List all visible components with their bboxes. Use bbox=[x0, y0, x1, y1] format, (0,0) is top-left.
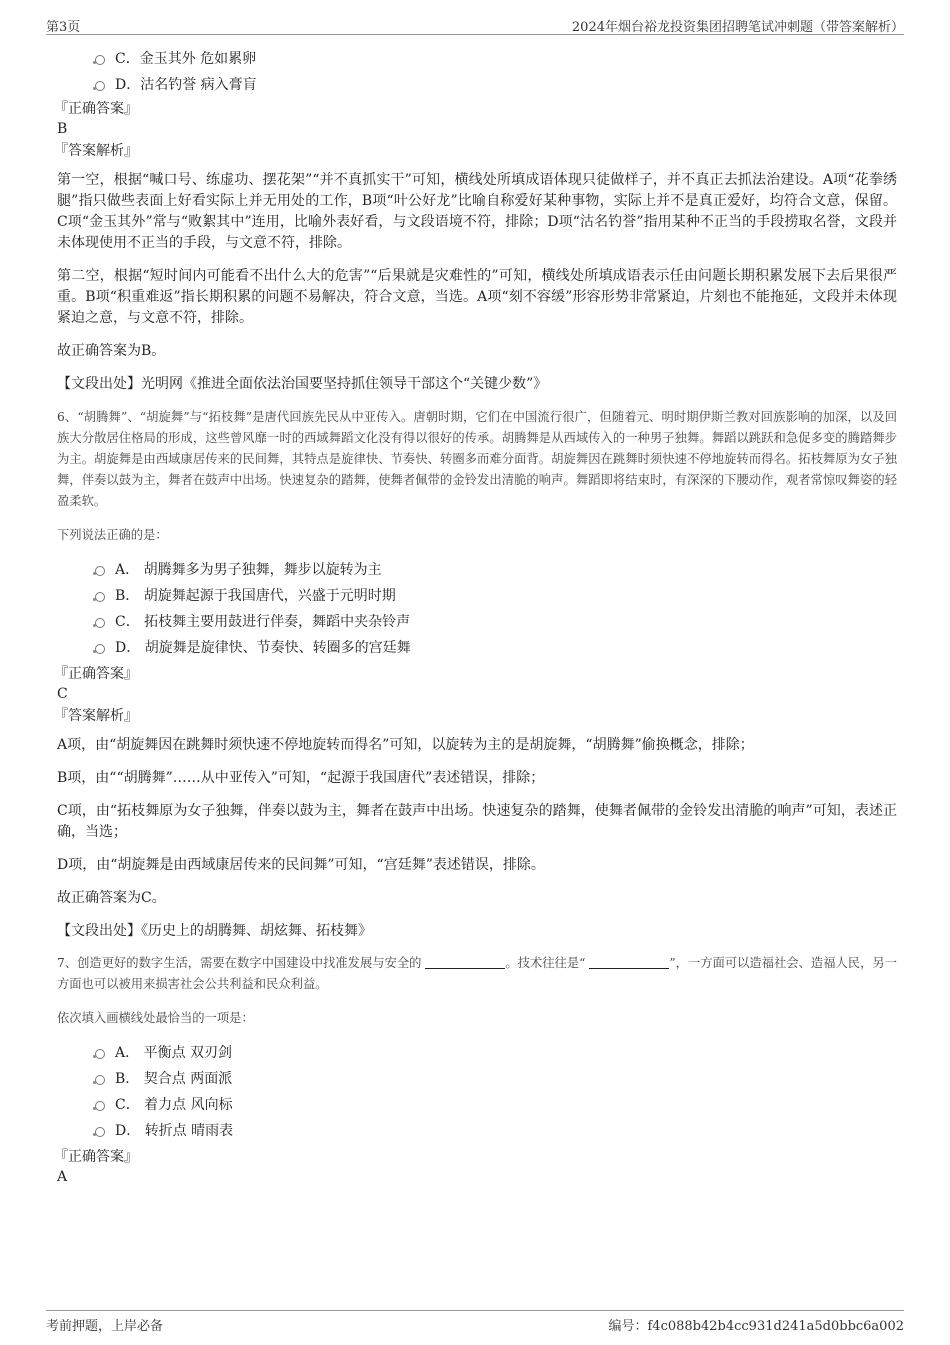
q6-analysis-d: D项，由“胡旋舞是由西域康居传来的民间舞”可知，“宫廷舞”表述错误，排除。 bbox=[57, 857, 545, 873]
q7-option-c[interactable]: C． 着力点 风向标 bbox=[57, 1092, 897, 1118]
q7-answer: A bbox=[57, 1169, 68, 1185]
q5-source: 【文段出处】光明网《推进全面依法治国要坚持抓住领导干部这个“关键少数”》 bbox=[57, 376, 548, 392]
q6-answer: C bbox=[57, 686, 68, 702]
q6-prompt: 下列说法正确的是： bbox=[57, 528, 168, 542]
document-body bbox=[54, 46, 897, 1190]
q7-option-a[interactable]: A． 平衡点 双刃剑 bbox=[57, 1040, 897, 1066]
q7-option-b[interactable]: B． 契合点 两面派 bbox=[57, 1066, 897, 1092]
q6-stem: 6、“胡腾舞”、“胡旋舞”与“拓枝舞”是唐代回族先民从中亚传入。唐朝时期，它们在中国流行很广，但随着元、明时期伊斯兰教对回族影响的加深，以及回族大分散居住格局的形成，这些曾风靡一时的西域舞蹈文化没有得以很好的传承。胡腾舞是从西域传入的一种男子独舞。舞蹈以跳跃和急促多变的腾踏舞步为主。胡旋舞是由西域康居传来的民间舞，其特点是旋律快、节奏快、转圈多而难分面背。胡旋舞因在跳舞时须快速不停地旋转而得名。拓枝舞原为女子独舞，伴奏以鼓为主，舞者在鼓声中出场。快速复杂的踏舞，使舞者佩带的金铃发出清脆的响声。舞蹈即将结束时，有深深的下腰动作，观者常惊叹舞姿的轻盈柔软。 bbox=[57, 410, 897, 508]
document-title: 2024年烟台裕龙投资集团招聘笔试冲刺题（带答案解析） bbox=[571, 20, 904, 35]
q5-answer: B bbox=[57, 121, 68, 137]
radio-icon[interactable] bbox=[95, 618, 105, 628]
blank-2 bbox=[589, 954, 669, 969]
q6-analysis-b: B项，由““胡腾舞”……从中亚传入”可知，“起源于我国唐代”表述错误，排除； bbox=[57, 770, 545, 786]
page-footer bbox=[46, 1310, 904, 1335]
q5-options bbox=[57, 46, 897, 98]
q5-analysis-label: 『答案解析』 bbox=[54, 143, 138, 159]
q6-analysis-label: 『答案解析』 bbox=[54, 708, 138, 724]
q6-source: 【文段出处】《历史上的胡腾舞、胡炫舞、拓枝舞》 bbox=[57, 923, 372, 939]
q6-option-c[interactable]: C． 拓枝舞主要用鼓进行伴奏，舞蹈中夹杂铃声 bbox=[57, 609, 897, 635]
radio-icon[interactable] bbox=[95, 1049, 105, 1059]
q7-prompt: 依次填入画横线处最恰当的一项是： bbox=[57, 1011, 254, 1025]
q6-options bbox=[57, 557, 897, 661]
document-id: 编号：f4c088b42b4cc931d241a5d0bbc6a002 bbox=[608, 1319, 904, 1334]
q5-option-c[interactable]: C．金玉其外 危如累卵 bbox=[57, 46, 897, 72]
radio-icon[interactable] bbox=[95, 592, 105, 602]
q5-option-d[interactable]: D．沽名钓誉 病入膏肓 bbox=[57, 72, 897, 98]
q5-conclusion: 故正确答案为B。 bbox=[57, 343, 166, 359]
footer-slogan: 考前押题，上岸必备 bbox=[46, 1319, 164, 1334]
radio-icon[interactable] bbox=[95, 1075, 105, 1085]
q6-conclusion: 故正确答案为C。 bbox=[57, 890, 166, 906]
q6-analysis-a: A项，由“胡旋舞因在跳舞时须快速不停地旋转而得名”可知，以旋转为主的是胡旋舞，“胡腾舞”偷换概念，排除； bbox=[57, 737, 754, 753]
radio-icon[interactable] bbox=[95, 1101, 105, 1111]
q6-analysis-c: C项，由“拓枝舞原为女子独舞，伴奏以鼓为主，舞者在鼓声中出场。快速复杂的踏舞，使舞者佩带的金铃发出清脆的响声”可知，表述正确，当选； bbox=[57, 803, 897, 840]
q6-answer-label: 『正确答案』 bbox=[54, 666, 138, 682]
page-header bbox=[46, 14, 904, 35]
q6-option-a[interactable]: A． 胡腾舞多为男子独舞，舞步以旋转为主 bbox=[57, 557, 897, 583]
q5-answer-label: 『正确答案』 bbox=[54, 101, 138, 117]
q7-answer-label: 『正确答案』 bbox=[54, 1149, 138, 1165]
q6-option-b[interactable]: B． 胡旋舞起源于我国唐代，兴盛于元明时期 bbox=[57, 583, 897, 609]
q7-option-d[interactable]: D． 转折点 晴雨表 bbox=[57, 1118, 897, 1144]
radio-icon[interactable] bbox=[95, 644, 105, 654]
blank-1 bbox=[425, 954, 505, 969]
q7-stem: 7、创造更好的数字生活，需要在数字中国建设中找准发展与安全的 。技术往往是“ ”，一方面可以造福社会、造福人民，另一方面也可以被用来损害社会公共利益和民众利益。 bbox=[57, 956, 897, 991]
q7-options bbox=[57, 1040, 897, 1144]
page-number: 第3页 bbox=[46, 20, 81, 35]
radio-icon[interactable] bbox=[95, 55, 105, 65]
q5-analysis-2: 第二空，根据“短时间内可能看不出什么大的危害”“后果就是灾难性的”可知，横线处所填成语表示任由问题长期积累发展下去后果很严重。B项“积重难返”指长期积累的问题不易解决，符合文意，当选。A项“刻不容缓”形容形势非常紧迫，片刻也不能拖延，文段并未体现紧迫之意，与文意不符，排除。 bbox=[57, 268, 897, 326]
q5-analysis-1: 第一空，根据“喊口号、练虚功、摆花架”“并不真抓实干”可知，横线处所填成语体现只徒做样子，并不真正去抓法治建设。A项“花拳绣腿”指只做些表面上好看实际上并无用处的工作，B项“叶公好龙”比喻自称爱好某种事物，实际上并不是真正爱好，均符合文意，保留。C项“金玉其外”常与“败絮其中”连用，比喻外表好看，与文段语境不符，排除；D项“沽名钓誉”指用某种不正当的手段捞取名誉，文段并未体现使用不正当的手段，与文意不符，排除。 bbox=[57, 172, 897, 251]
radio-icon[interactable] bbox=[95, 81, 105, 91]
radio-icon[interactable] bbox=[95, 1127, 105, 1137]
q6-option-d[interactable]: D． 胡旋舞是旋律快、节奏快、转圈多的宫廷舞 bbox=[57, 635, 897, 661]
radio-icon[interactable] bbox=[95, 566, 105, 576]
